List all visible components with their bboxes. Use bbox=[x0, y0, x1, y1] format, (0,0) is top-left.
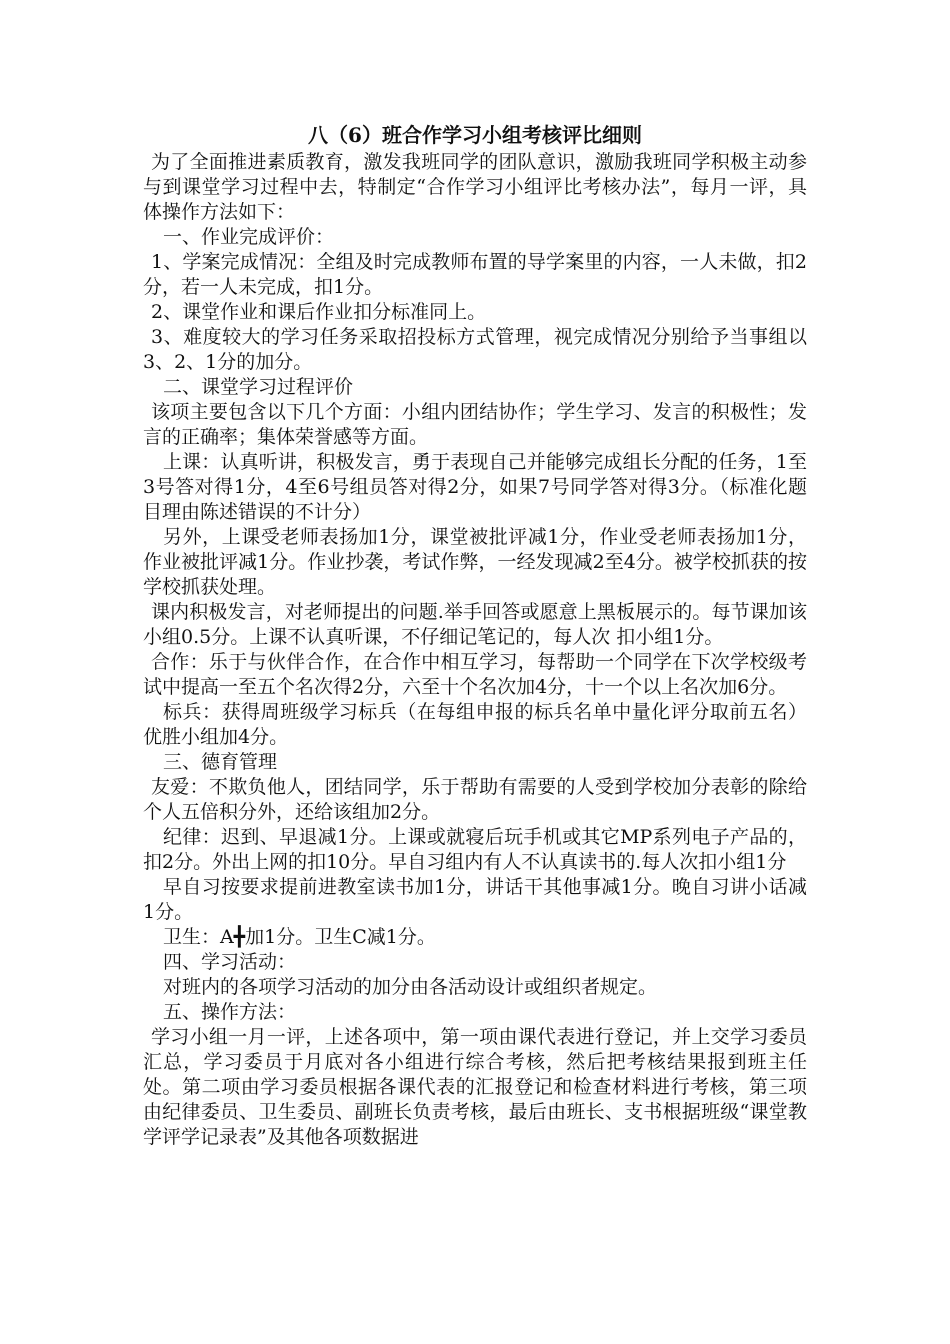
class-attendance-rule: 上课：认真听讲，积极发言，勇于表现自己并能够完成组长分配的任务，1至3号答对得1分，4至6号组员答对得2分，如果7号同学答对得3分。（标准化题目理由陈述错误的不计分） bbox=[143, 451, 807, 523]
homework-item-2: 2、课堂作业和课后作业扣分标准同上。 bbox=[151, 301, 487, 323]
section-heading-homework: 一、作业完成评价： bbox=[163, 226, 335, 248]
section-heading-class-process: 二、课堂学习过程评价 bbox=[163, 376, 354, 398]
section-heading-activities: 四、学习活动： bbox=[163, 951, 297, 973]
section-heading-operation: 五、操作方法： bbox=[163, 1001, 297, 1023]
section-heading-moral: 三、德育管理 bbox=[163, 751, 278, 773]
class-process-overview: 该项主要包含以下几个方面：小组内团结协作；学生学习、发言的积极性；发言的正确率；集体荣誉感等方面。 bbox=[143, 401, 807, 448]
model-student-rule: 标兵：获得周班级学习标兵（在每组申报的标兵名单中量化评分取前五名）优胜小组加4分。 bbox=[143, 701, 807, 748]
friendship-rule: 友爱：不欺负他人，团结同学，乐于帮助有需要的人受到学校加分表彰的除给个人五倍积分外，还给该组加2分。 bbox=[143, 776, 807, 823]
homework-item-1: 1、学案完成情况：全组及时完成教师布置的导学案里的内容，一人未做，扣2分，若一人未完成，扣1分。 bbox=[143, 251, 807, 298]
active-speaking-rule: 课内积极发言，对老师提出的问题.举手回答或愿意上黑板展示的。每节课加该小组0.5分。上课不认真听课，不仔细记笔记的，每人次 扣小组1分。 bbox=[143, 601, 807, 648]
activities-rule: 对班内的各项学习活动的加分由各活动设计或组织者规定。 bbox=[163, 976, 658, 998]
document-title: 八（6）班合作学习小组考核评比细则 bbox=[308, 123, 642, 147]
homework-item-3: 3、难度较大的学习任务采取招投标方式管理，视完成情况分别给予当事组以3、2、1分的加分。 bbox=[143, 326, 807, 373]
self-study-rule: 早自习按要求提前进教室读书加1分，讲话干其他事减1分。晚自习讲小话减1分。 bbox=[143, 876, 807, 923]
document-page bbox=[143, 122, 807, 1150]
praise-criticism-rule: 另外，上课受老师表扬加1分，课堂被批评减1分，作业受老师表扬加1分，作业被批评减1分。作业抄袭，考试作弊，一经发现减2至4分。被学校抓获的按学校抓获处理。 bbox=[143, 526, 807, 598]
cooperation-rule: 合作：乐于与伙伴合作，在合作中相互学习，每帮助一个同学在下次学校级考试中提高一至五个名次得2分，六至十个名次加4分，十一个以上名次加6分。 bbox=[143, 651, 807, 698]
discipline-rule: 纪律：迟到、早退减1分。上课或就寝后玩手机或其它MP系列电子产品的，扣2分。外出上网的扣10分。早自习组内有人不认真读书的.每人次扣小组1分 bbox=[143, 826, 807, 873]
operation-method: 学习小组一月一评，上述各项中，第一项由课代表进行登记，并上交学习委员汇总，学习委员于月底对各小组进行综合考核，然后把考核结果报到班主任处。第二项由学习委员根据各课代表的汇报登记和检查材料进行考核，第三项由纪律委员、卫生委员、副班长负责考核，最后由班长、支书根据班级“课堂教学评学记录表”及其他各项数据进 bbox=[143, 1026, 807, 1148]
hygiene-rule: 卫生：A╋加1分。卫生C减1分。 bbox=[163, 926, 436, 948]
intro-paragraph: 为了全面推进素质教育，激发我班同学的团队意识，激励我班同学积极主动参与到课堂学习过程中去，特制定“合作学习小组评比考核办法”，每月一评，具体操作方法如下： bbox=[143, 151, 807, 223]
